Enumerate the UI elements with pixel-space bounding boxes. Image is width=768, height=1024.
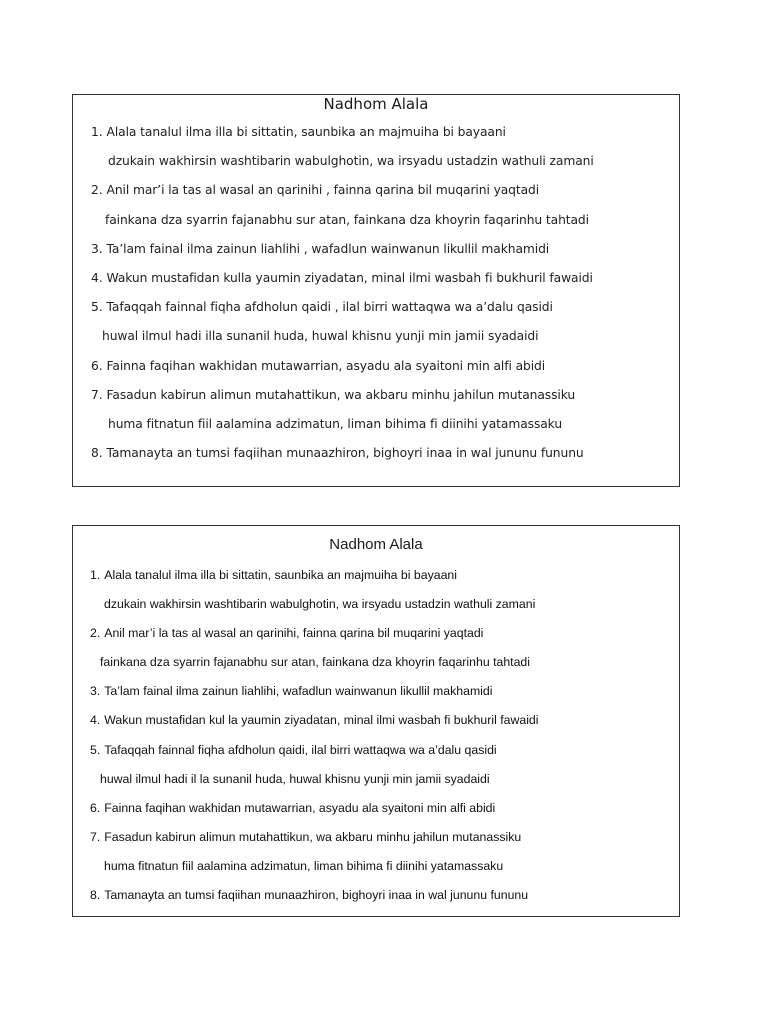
verse-number: 8. [90,888,101,903]
verse-text: Anil mar’i la tas al wasal an qarinihi , fainna qarina bil muqarini yaqtadi [106,183,540,198]
verse-line [73,885,679,914]
verse-number: 2. [90,626,101,641]
verse-line-continuation [73,594,679,623]
verse-line [73,740,679,769]
verse-text: Tamanayta an tumsi faqiihan munaazhiron, bighoyri inaa in wal jununu fununu [106,446,584,461]
verse-line-continuation [73,150,679,179]
verse-text: Anil mar’i la tas al wasal an qarinihi, fainna qarina bil muqarini yaqtadi [104,626,484,641]
verse-line [73,442,679,471]
verse-line [73,681,679,710]
verse-number: 6. [91,358,103,373]
verse-number: 3. [91,241,103,256]
poem-title: Nadhom Alala [329,536,423,553]
verse-line [73,827,679,856]
verse-number: 7. [90,829,101,844]
verse-text: huma fitnatun fiil aalamina adzimatun, liman bihima fi diinihi yatamassaku [108,416,563,431]
verse-line [73,267,679,296]
verse-line [73,623,679,652]
verse-text: Tafaqqah fainnal fiqha afdholun qaidi , ilal birri wattaqwa wa a’dalu qasidi [106,300,553,315]
verse-text: huwal ilmul hadi illa sunanil huda, huwal khisnu yunji min jamii syadaidi [102,329,539,344]
verse-line [73,355,679,384]
verse-number: 5. [91,300,103,315]
verse-line-continuation [73,769,679,798]
verse-line [73,565,679,594]
verse-text: huma fitnatun fiil aalamina adzimatun, liman bihima fi diinihi yatamassaku [104,858,504,873]
verse-number: 6. [90,800,101,815]
verse-line [73,798,679,827]
verse-number: 2. [91,183,103,198]
poem-title: Nadhom Alala [323,95,429,113]
poem-box-1 [72,94,680,487]
poem-box-2 [72,525,680,917]
verse-number: 4. [91,270,103,285]
verse-line [73,296,679,325]
verse-text: Wakun mustafidan kul la yaumin ziyadatan, minal ilmi wasbah fi bukhuril fawaidi [104,713,539,728]
verse-text: fainkana dza syarrin fajanabhu sur atan, fainkana dza khoyrin faqarinhu tahtadi [105,212,589,227]
verse-number: 7. [91,387,103,402]
verse-text: Tamanayta an tumsi faqiihan munaazhiron, bighoyri inaa in wal jununu fununu [104,888,529,903]
verse-text: dzukain wakhirsin washtibarin wabulghotin, wa irsyadu ustadzin wathuli zamani [108,154,594,169]
verse-text: Fasadun kabirun alimun mutahattikun, wa akbaru minhu jahilun mutanassiku [106,387,576,402]
verse-text: fainkana dza syarrin fajanabhu sur atan, fainkana dza khoyrin faqarinhu tahtadi [100,655,530,670]
verse-text: Fainna faqihan wakhidan mutawarrian, asyadu ala syaitoni min alfi abidi [104,800,496,815]
verse-line-continuation [73,652,679,681]
verse-line [73,710,679,739]
verse-number: 1. [91,125,103,139]
verse-number: 5. [90,742,101,757]
verse-text: dzukain wakhirsin washtibarin wabulghotin, wa irsyadu ustadzin wathuli zamani [104,597,536,612]
verse-text: Alala tanalul ilma illa bi sittatin, saunbika an majmuiha bi bayaani [106,125,506,139]
verse-line [73,121,679,150]
verse-list [73,565,679,914]
verse-text: Tafaqqah fainnal fiqha afdholun qaidi, ilal birri wattaqwa wa a’dalu qasidi [104,742,497,757]
verse-line-continuation [73,209,679,238]
verse-text: Alala tanalul ilma illa bi sittatin, saunbika an majmuiha bi bayaani [104,568,457,582]
verse-text: Wakun mustafidan kulla yaumin ziyadatan, minal ilmi wasbah fi bukhuril fawaidi [106,270,593,285]
verse-line-continuation [73,856,679,885]
verse-line-continuation [73,413,679,442]
verse-line [73,238,679,267]
verse-text: Ta’lam fainal ilma zainun liahlihi , wafadlun wainwanun likullil makhamidi [106,241,550,256]
verse-number: 1. [90,568,101,582]
verse-line [73,179,679,208]
verse-text: huwal ilmul hadi il la sunanil huda, huwal khisnu yunji min jamii syadaidi [100,771,490,786]
verse-text: Ta’lam fainal ilma zainun liahlihi, wafadlun wainwanun likullil makhamidi [104,684,493,699]
verse-number: 8. [91,446,103,461]
verse-text: Fainna faqihan wakhidan mutawarrian, asyadu ala syaitoni min alfi abidi [106,358,546,373]
verse-text: Fasadun kabirun alimun mutahattikun, wa akbaru minhu jahilun mutanassiku [104,829,522,844]
verse-line [73,384,679,413]
verse-list [73,121,679,471]
verse-line-continuation [73,325,679,354]
verse-number: 4. [90,713,101,728]
verse-number: 3. [90,684,101,699]
